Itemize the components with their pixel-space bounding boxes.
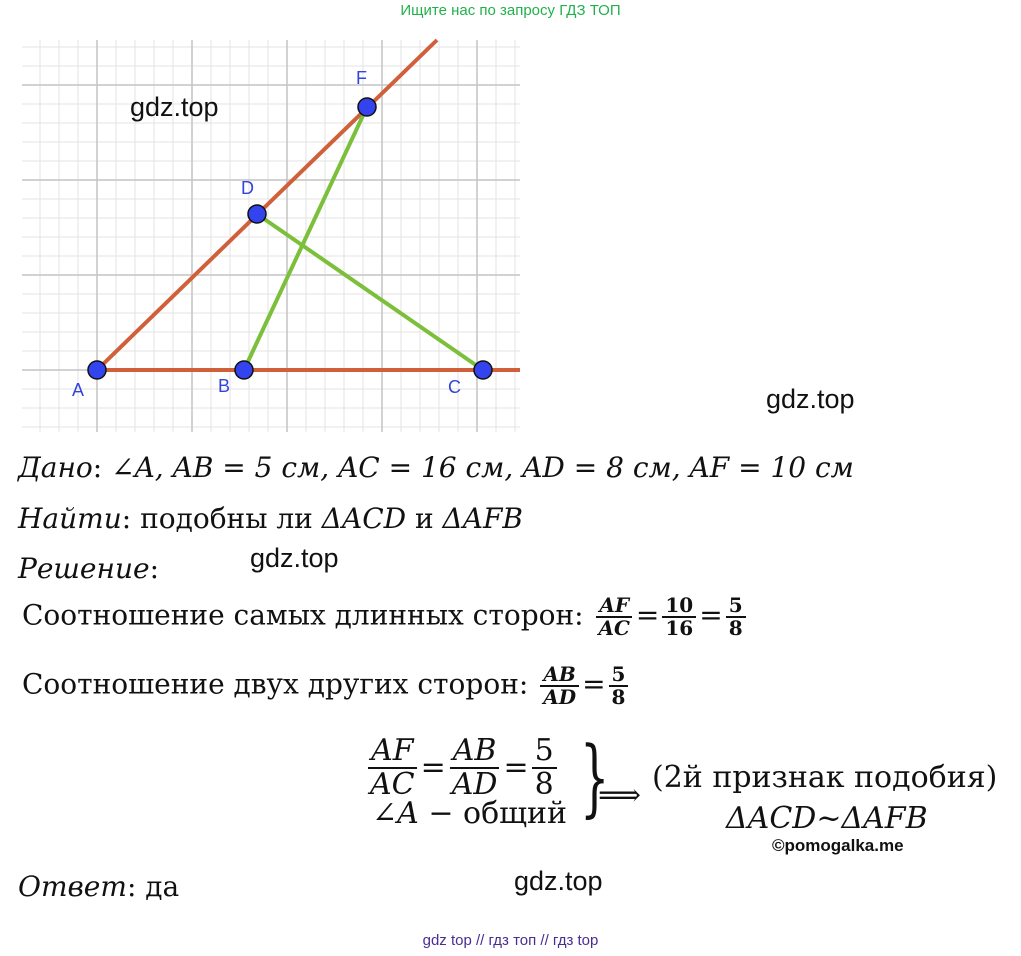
point-d: [248, 205, 266, 223]
find-line: Найти: подобны ли ΔACD и ΔAFB: [18, 502, 523, 535]
answer-label: Ответ: [18, 870, 127, 903]
point-c: [474, 361, 492, 379]
label-a: A: [72, 380, 85, 400]
given-text: ∠A, AB = 5 см, AC = 16 см, AD = 8 см, AF = 10 см: [111, 451, 854, 484]
solution-line: Решение:: [18, 552, 159, 585]
point-f: [358, 98, 376, 116]
similarity-statement: ΔACD~ΔAFB: [726, 801, 928, 836]
find-label: Найти: [18, 502, 122, 535]
point-a: [88, 361, 106, 379]
answer-line: Ответ: да: [18, 870, 180, 903]
label-d: D: [241, 178, 254, 198]
label-b: B: [218, 376, 231, 396]
geometry-figure: [0, 20, 560, 440]
implies-arrow: ⟹: [598, 778, 642, 813]
criterion-text: (2й признак подобия): [652, 760, 998, 795]
search-hint: Ищите нас по запросу ГДЗ ТОП: [400, 2, 621, 19]
pomogalka-mark: ©pomogalka.me: [772, 836, 904, 855]
ratio-longest-line: Соотношение самых длинных сторон: $\frac{AF}{AC}$ = $\frac{10}{16}$ = $\frac{5}{8}$: [22, 595, 749, 639]
label-c: C: [448, 377, 461, 397]
ratio-other-line: Соотношение двух других сторон: $\frac{AB}{AD}$ = $\frac{5}{8}$: [22, 664, 631, 708]
system-equation: $\frac{AF}{AC}$ = $\frac{AB}{AD}$ = $\frac{5}{8}$ ∠A − общий: [370, 733, 568, 831]
watermark: gdz.top: [766, 384, 855, 414]
footer-links: gdz top // гдз топ // гдз top: [422, 932, 599, 949]
label-f: F: [356, 68, 367, 88]
given-line: Дано: ∠A, AB = 5 см, AC = 16 см, AD = 8 см, AF = 10 см: [18, 451, 854, 484]
given-label: Дано: [18, 451, 93, 484]
watermark: gdz.top: [514, 866, 603, 896]
watermark: gdz.top: [250, 543, 339, 573]
watermark: gdz.top: [130, 92, 219, 122]
brace: }: [580, 728, 610, 826]
solution-label: Решение: [18, 552, 150, 585]
point-b: [235, 361, 253, 379]
